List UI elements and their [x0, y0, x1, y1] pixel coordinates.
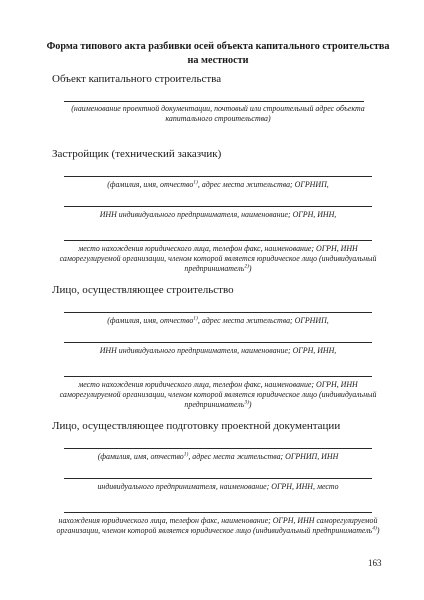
builder-caption-1: (фамилия, имя, отчество$^{1)}$, адрес места жительства; ОГРНИП, [107, 315, 329, 325]
designer-caption-1: (фамилия, имя, отчество$^{1)}$, адрес места жительства; ОГРНИП, ИНН [97, 451, 339, 461]
developer-field-line-1[interactable] [64, 176, 372, 177]
builder-heading: Лицо, осуществляющее строительство [52, 284, 234, 296]
developer-field-line-2[interactable] [64, 206, 372, 207]
footnote-marker: 1) [193, 315, 198, 322]
developer-heading: Застройщик (технический заказчик) [52, 148, 222, 160]
builder-field-line-1[interactable] [64, 312, 372, 313]
designer-caption-2: индивидуального предпринимателя, наименование; ОГРН, ИНН, место [97, 482, 339, 491]
designer-field-line-3[interactable] [64, 512, 372, 513]
object-field-line[interactable] [64, 101, 364, 102]
designer-heading: Лицо, осуществляющее подготовку проектной документации [52, 420, 341, 432]
builder-caption-2: ИНН индивидуального предпринимателя, наименование; ОГРН, ИНН, [99, 346, 337, 355]
object-caption: (наименование проектной документации, почтовый или строительный адрес объекта капитального строительства) [71, 104, 365, 123]
developer-caption-3: место нахождения юридического лица, телефон факс, наименование; ОГРН, ИНН саморегулируемой организации, членом которой является юридическое лицо (индивидуальный предприниматель$^{2)}$) [59, 244, 377, 273]
developer-caption-1: (фамилия, имя, отчество$^{1)}$, адрес места жительства; ОГРНИП, [107, 179, 329, 189]
builder-field-line-3[interactable] [64, 376, 372, 377]
footnote-marker: 1) [193, 179, 198, 186]
footnote-marker: 2) [244, 263, 249, 270]
designer-field-line-1[interactable] [64, 448, 372, 449]
designer-caption-3: нахождения юридического лица, телефон факс, наименование; ОГРН, ИНН саморегулируемой организации, членом которой является юридическое лицо (индивидуальный предприниматель$^{4)}$) [56, 516, 380, 535]
footnote-marker: 1) [183, 451, 189, 458]
page-number: 163 [368, 558, 382, 568]
developer-field-line-3[interactable] [64, 240, 372, 241]
footnote-marker: 4) [372, 525, 377, 532]
designer-field-line-2[interactable] [64, 478, 372, 479]
footnote-marker: 3) [244, 399, 249, 406]
builder-field-line-2[interactable] [64, 342, 372, 343]
builder-caption-3: место нахождения юридического лица, телефон факс, наименование; ОГРН, ИНН саморегулируемой организации, членом которой является юридическое лицо (индивидуальный предприниматель$^{3)}$) [59, 380, 377, 409]
object-heading: Объект капитального строительства [52, 73, 222, 85]
developer-caption-2: ИНН индивидуального предпринимателя, наименование; ОГРН, ИНН, [99, 210, 337, 219]
document-title: Форма типового акта разбивки осей объекта капитального строительства на местности [46, 41, 390, 66]
